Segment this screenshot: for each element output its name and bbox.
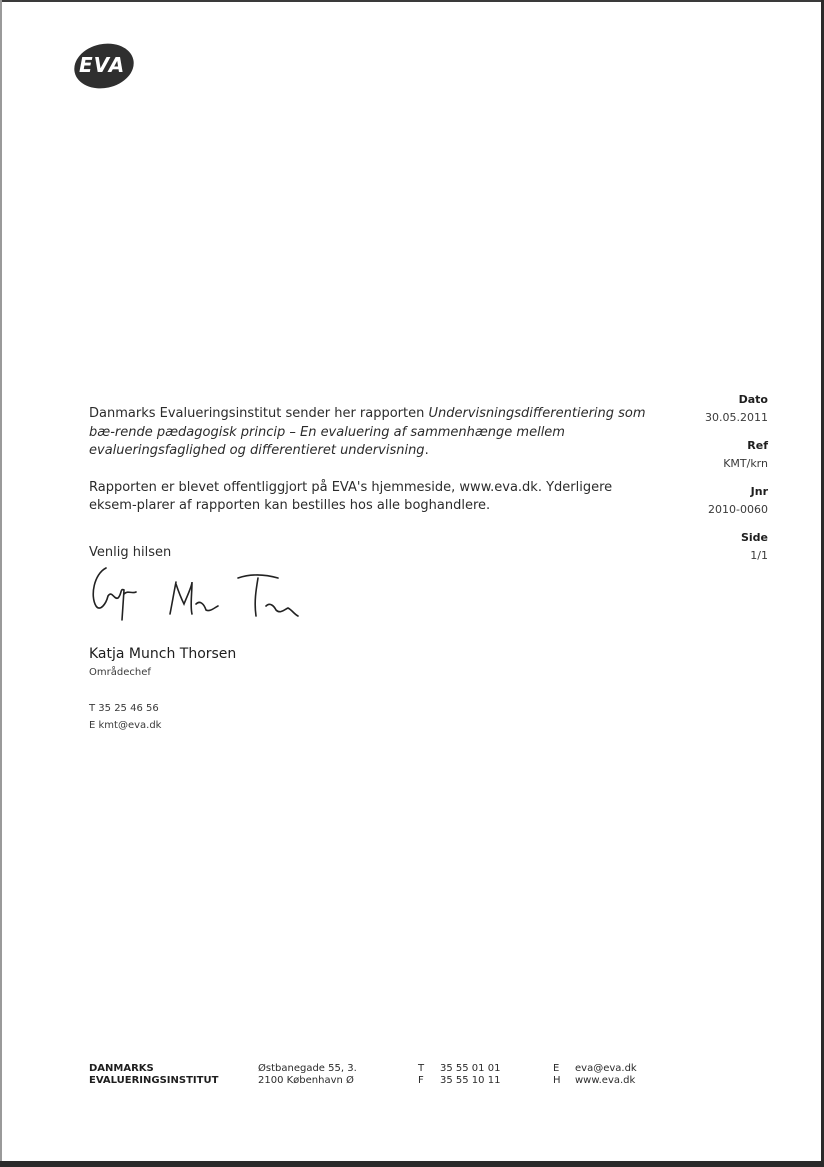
handwritten-signature: [88, 560, 308, 630]
footer-address-line1: Østbanegade 55, 3.: [258, 1063, 357, 1074]
journal-value: 2010-0060: [708, 503, 768, 516]
signer-title: Områdechef: [89, 667, 151, 678]
journal-label: Jnr: [750, 485, 768, 498]
signer-email: E kmt@eva.dk: [89, 720, 162, 731]
footer-web: www.eva.dk: [575, 1075, 636, 1086]
letter-body: [89, 405, 649, 534]
footer-email-label: E: [553, 1063, 560, 1074]
ref-value: KMT/krn: [723, 457, 768, 470]
paragraph-availability: Rapporten er blevet offentliggjort på EVA's hjemmeside, www.eva.dk. Yderligere eksem-plarer af rapporten kan bestilles hos alle boghandlere.: [89, 479, 613, 513]
footer-email-row: [553, 1063, 637, 1075]
footer-organization: [89, 1063, 218, 1087]
footer-fax: 35 55 10 11: [440, 1075, 501, 1086]
signer-name: Katja Munch Thorsen: [89, 646, 237, 662]
footer-phone-row: [418, 1063, 500, 1075]
greeting: Venlig hilsen: [89, 545, 172, 560]
date-value: 30.05.2011: [705, 411, 768, 424]
signer-phone: T 35 25 46 56: [89, 703, 159, 714]
scan-edge-left: [0, 0, 2, 1167]
footer-phone: 35 55 01 01: [440, 1063, 501, 1074]
footer-web-row: [553, 1075, 637, 1087]
footer-org-line1: DANMARKS: [89, 1063, 154, 1074]
footer-fax-row: [418, 1075, 500, 1087]
ref-label: Ref: [747, 439, 768, 452]
report-title: Undervisningsdifferentiering som bæ-rende pædagogisk princip – En evaluering af sammenhænge mellem evalueringsfaglighed og differentieret undervisning: [89, 406, 646, 458]
intro-period: .: [424, 443, 429, 458]
scan-edge-bottom: [0, 1161, 824, 1167]
footer-address: [258, 1063, 357, 1087]
footer-web-label: H: [553, 1075, 561, 1086]
paragraph-intro: [89, 405, 649, 461]
footer-phone-fax: [418, 1063, 500, 1087]
page-label: Side: [740, 531, 768, 544]
date-label: Dato: [738, 393, 768, 406]
logo-text: EVA: [79, 53, 126, 77]
footer-fax-label: F: [418, 1075, 424, 1086]
footer-email-web: [553, 1063, 637, 1087]
footer-address-line2: 2100 København Ø: [258, 1075, 354, 1086]
scan-edge-top: [0, 0, 824, 2]
letter-metadata: [670, 393, 768, 577]
footer-email: eva@eva.dk: [575, 1063, 637, 1074]
signer-contact: [89, 700, 161, 734]
page-value: 1/1: [750, 549, 768, 562]
intro-text: Danmarks Evalueringsinstitut sender her rapporten: [89, 406, 429, 421]
footer-org-line2: EVALUERINGSINSTITUT: [89, 1075, 219, 1086]
footer-phone-label: T: [418, 1063, 425, 1074]
